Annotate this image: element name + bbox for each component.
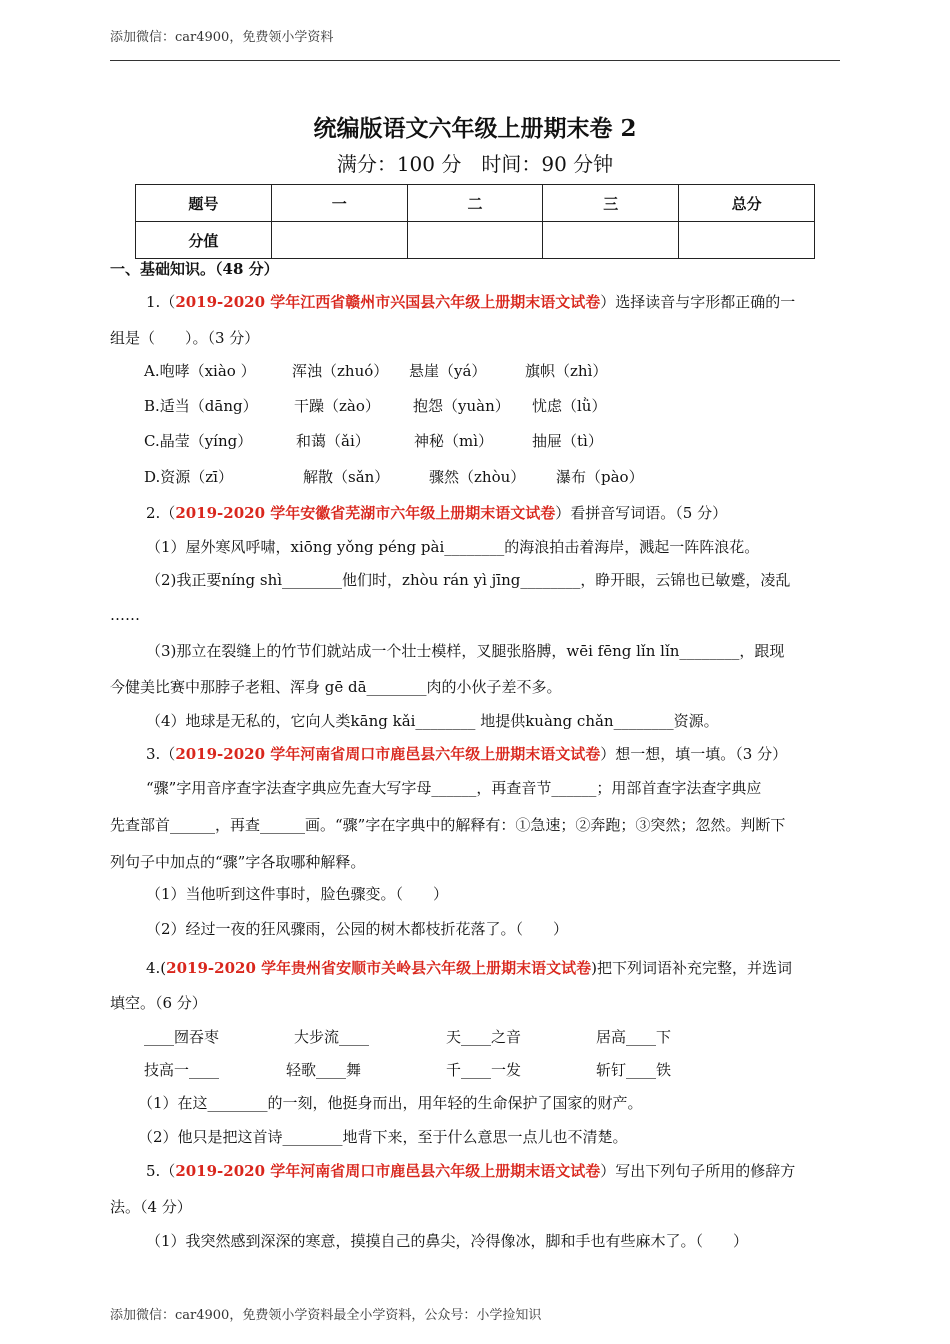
question-text: 填空。（6 分） xyxy=(110,994,207,1012)
option-d-word: 瀑布（pào） xyxy=(556,468,644,486)
question-source: 2019-2020 学年河南省周口市鹿邑县六年级上册期末语文试卷 xyxy=(175,745,601,763)
idiom-item: 天____之音 xyxy=(446,1028,522,1046)
question-source: 2019-2020 学年贵州省安顺市关岭县六年级上册期末语文试卷 xyxy=(166,959,592,977)
question-line: 今健美比赛中那脖子老粗、浑身 gē dā________肉的小伙子差不多。 xyxy=(110,678,562,696)
score-table-cell: 总分 xyxy=(679,185,815,222)
score-table xyxy=(135,184,815,259)
question-line: （4）地球是无私的，它向人类kāng kǎi________ 地提供kuàng chǎn________资源。 xyxy=(146,712,719,730)
option-c-word: 和蔼（ǎi） xyxy=(296,432,370,450)
question-line: （2）他只是把这首诗________地背下来，至于什么意思一点儿也不清楚。 xyxy=(138,1128,628,1146)
question-source: 2019-2020 学年安徽省芜湖市六年级上册期末语文试卷 xyxy=(175,504,556,522)
page-footer: 添加微信：car4900，免费领小学资料最全小学资料，公众号：小学捡知识 xyxy=(110,1308,542,1323)
idiom-item: ____囫吞枣 xyxy=(144,1028,220,1046)
question-text: ）写出下列句子所用的修辞方 xyxy=(600,1162,796,1180)
score-table-cell: 分值 xyxy=(136,222,272,259)
section-title: 一、基础知识。（48 分） xyxy=(110,260,279,278)
option-c: C.晶莹（yíng） xyxy=(144,432,253,450)
idiom-item: 技高一____ xyxy=(144,1061,220,1079)
question-text: 法。（4 分） xyxy=(110,1198,192,1216)
question-line: …… xyxy=(110,606,140,624)
option-b-word: 忧虑（lǜ） xyxy=(532,397,607,415)
option-a-word: 悬崖（yá） xyxy=(409,362,487,380)
question-line: （2)我正要níng shì________他们时，zhòu rán yì jīng________，睁开眼，云锦也已敏蹙，凌乱 xyxy=(146,571,791,589)
option-b: B.适当（dāng） xyxy=(144,397,258,415)
question-number: 5.（ xyxy=(146,1162,176,1180)
score-table-cell: 题号 xyxy=(136,185,272,222)
option-d-word: 骤然（zhòu） xyxy=(429,468,526,486)
question-3-heading xyxy=(146,744,787,764)
score-table-cell xyxy=(271,222,407,259)
question-2-heading xyxy=(146,503,727,523)
question-line: （1）在这________的一刻，他挺身而出，用年轻的生命保护了国家的财产。 xyxy=(138,1094,643,1112)
question-line: （1）当他听到这件事时，脸色骤变。（ ） xyxy=(146,885,449,903)
option-a: A.咆哮（xiào ） xyxy=(144,362,256,380)
question-4-heading xyxy=(146,958,792,978)
question-source: 2019-2020 学年河南省周口市鹿邑县六年级上册期末语文试卷 xyxy=(175,1162,601,1180)
question-text: 组是（ ）。（3 分） xyxy=(110,329,260,347)
option-a-word: 浑浊（zhuó） xyxy=(292,362,389,380)
question-1-heading xyxy=(146,292,795,312)
score-table-cell xyxy=(679,222,815,259)
exam-title: 统编版语文六年级上册期末卷 2 xyxy=(313,115,637,142)
score-table-value-row xyxy=(136,222,815,259)
option-b-word: 抱怨（yuàn） xyxy=(413,397,510,415)
score-table-cell: 二 xyxy=(407,185,543,222)
question-source: 2019-2020 学年江西省赣州市兴国县六年级上册期末语文试卷 xyxy=(175,293,601,311)
question-number: 3.（ xyxy=(146,745,176,763)
score-table-cell xyxy=(407,222,543,259)
page-header: 添加微信：car4900，免费领小学资料 xyxy=(110,30,334,45)
question-line: （3)那立在裂缝上的竹节们就站成一个壮士模样，叉腿张胳膊，wēi fēng lǐn lǐn________，跟现 xyxy=(146,642,785,660)
question-number: 4.( xyxy=(146,959,167,977)
header-divider xyxy=(110,60,840,61)
option-c-word: 抽屉（tì） xyxy=(532,432,603,450)
question-text: ）看拼音写词语。（5 分） xyxy=(555,504,728,522)
score-table-header-row xyxy=(136,185,815,222)
question-line: “骤”字用音序查字法查字典应先查大写字母______，再查音节______；用部首查字法查字典应 xyxy=(146,779,762,797)
option-d-word: 解散（sǎn） xyxy=(303,468,390,486)
question-line: 列句子中加点的“骤”字各取哪种解释。 xyxy=(110,853,366,871)
idiom-item: 大步流____ xyxy=(294,1028,370,1046)
question-line: （1）我突然感到深深的寒意，摸摸自己的鼻尖，冷得像冰，脚和手也有些麻木了。（ ） xyxy=(146,1232,749,1250)
idiom-item: 斩钉____铁 xyxy=(596,1061,672,1079)
question-text: ）想一想，填一填。（3 分） xyxy=(600,745,788,763)
option-a-word: 旗帜（zhì） xyxy=(525,362,608,380)
option-c-word: 神秘（mì） xyxy=(414,432,494,450)
score-table-cell: 三 xyxy=(543,185,679,222)
question-line: 先查部首______，再查______画。“骤”字在字典中的解释有：①急速；②奔跑；③突然；忽然。判断下 xyxy=(110,816,786,834)
question-number: 1.（ xyxy=(146,293,176,311)
idiom-item: 居高____下 xyxy=(596,1028,672,1046)
option-d: D.资源（zī） xyxy=(144,468,233,486)
idiom-item: 千____一发 xyxy=(446,1061,522,1079)
score-table-cell: 一 xyxy=(271,185,407,222)
idiom-item: 轻歌____舞 xyxy=(286,1061,362,1079)
exam-subtitle: 满分：100 分 时间：90 分钟 xyxy=(336,152,614,176)
question-line: （1）屋外寒风呼啸，xiōng yǒng péng pài________的海浪拍击着海岸，溅起一阵阵浪花。 xyxy=(146,538,760,556)
question-text: )把下列词语补充完整，并选词 xyxy=(591,959,792,977)
question-text: ）选择读音与字形都正确的一 xyxy=(600,293,796,311)
option-b-word: 干躁（zào） xyxy=(294,397,380,415)
question-5-heading xyxy=(146,1161,795,1181)
question-number: 2.（ xyxy=(146,504,176,522)
question-line: （2）经过一夜的狂风骤雨，公园的树木都枝折花落了。（ ） xyxy=(146,920,569,938)
score-table-cell xyxy=(543,222,679,259)
